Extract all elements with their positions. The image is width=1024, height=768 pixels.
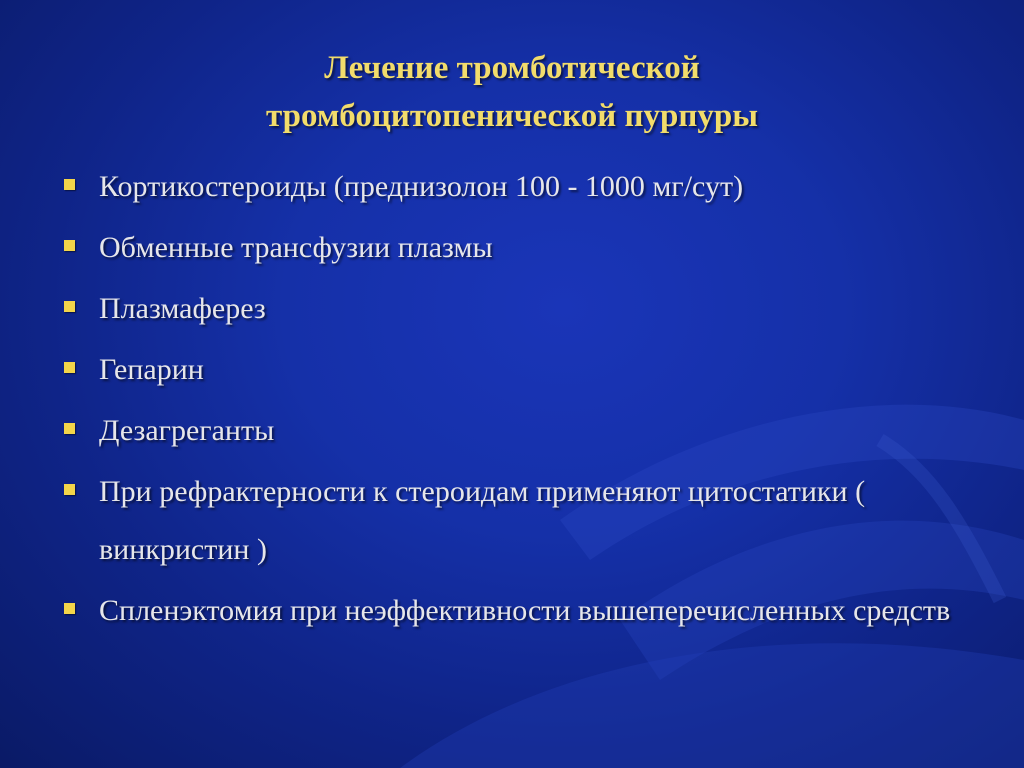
square-bullet-icon — [64, 179, 75, 190]
square-bullet-icon — [64, 362, 75, 373]
square-bullet-icon — [64, 240, 75, 251]
list-item — [60, 158, 960, 216]
slide-title — [112, 44, 912, 140]
list-item — [60, 219, 960, 277]
list-item-text: Гепарин — [99, 353, 204, 386]
list-item — [60, 280, 960, 338]
list-item-text: Кортикостероиды (преднизолон 100 - 1000 мг/сут) — [99, 170, 744, 203]
list-item-text: Обменные трансфузии плазмы — [99, 231, 493, 264]
list-item — [60, 341, 960, 399]
square-bullet-icon — [64, 301, 75, 312]
square-bullet-icon — [64, 423, 75, 434]
slide-title-line1: Лечение тромботической — [324, 50, 700, 86]
list-item — [60, 402, 960, 460]
list-item — [60, 582, 960, 640]
list-item-text: Спленэктомия при неэффективности вышеперечисленных средств — [99, 594, 951, 627]
slide-title-line2: тромбоцитопенической пурпуры — [265, 98, 759, 134]
list-item-text: Плазмаферез — [99, 292, 266, 325]
list-item — [60, 463, 960, 579]
bullet-list — [60, 158, 960, 643]
list-item-text: Дезагреганты — [99, 414, 275, 447]
square-bullet-icon — [64, 603, 75, 614]
square-bullet-icon — [64, 484, 75, 495]
list-item-text: При рефрактерности к стероидам применяют цитостатики ( винкристин ) — [99, 475, 866, 566]
